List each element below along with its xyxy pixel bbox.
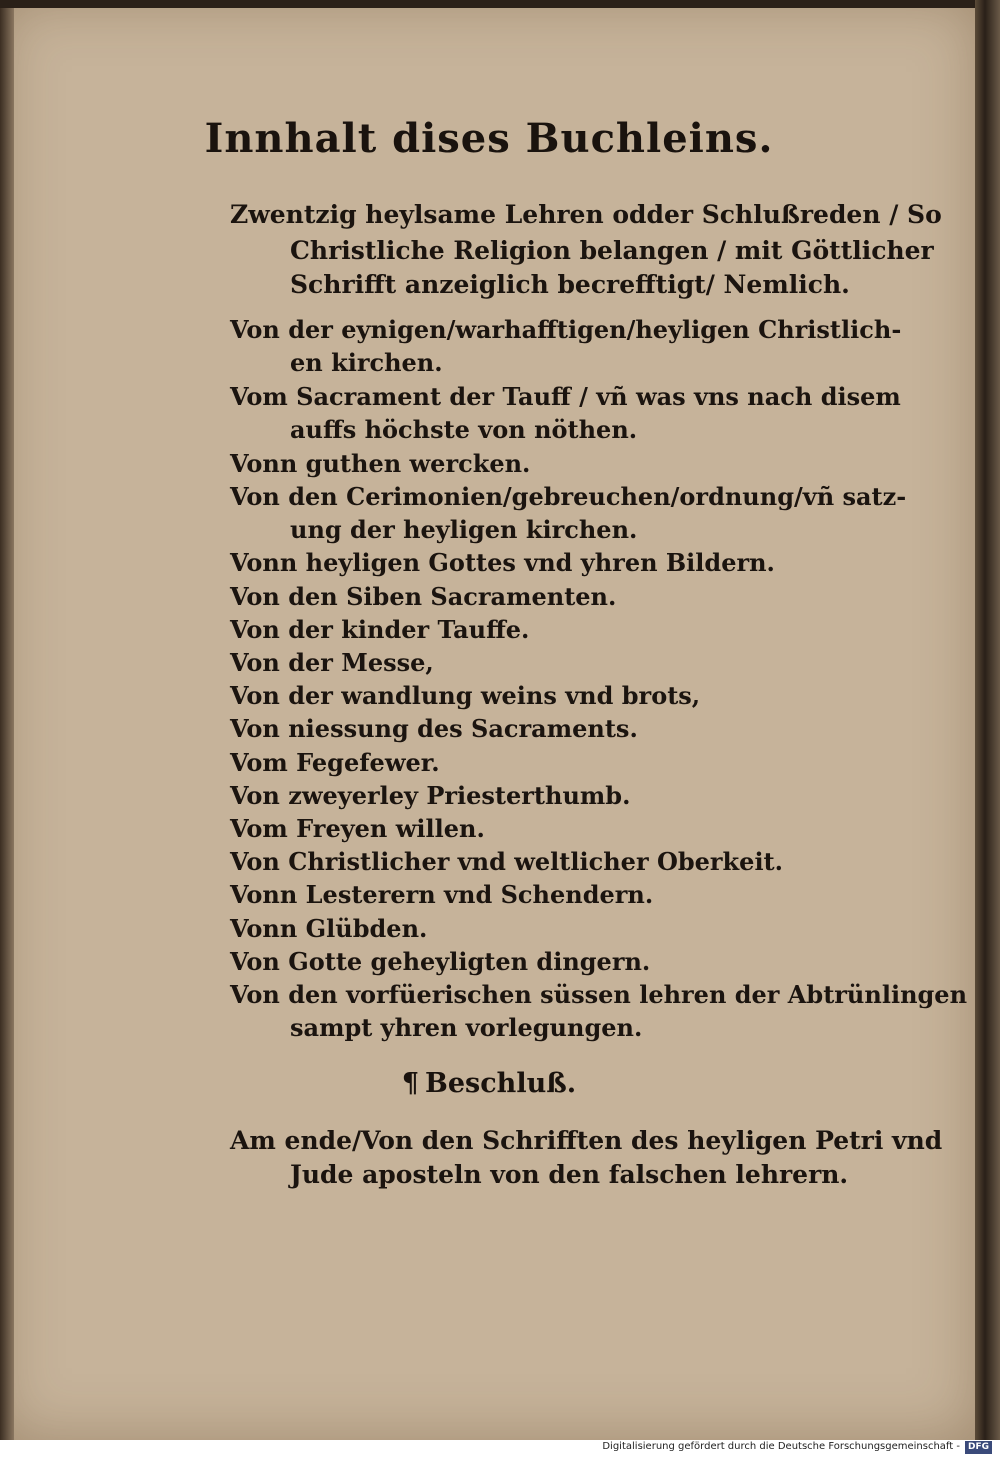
- list-item: sampt yhren vorlegungen.: [290, 1013, 643, 1042]
- list-item: Vom Sacrament der Tauff / vñ was vns nach disem: [230, 382, 901, 411]
- page-title: Innhalt dises Buchleins.: [204, 115, 774, 162]
- list-item: Von den vorfüerischen süssen lehren der Abtrünlingen: [230, 980, 968, 1009]
- list-item: Von den Siben Sacramenten.: [230, 582, 617, 611]
- list-item: Von Christlicher vnd weltlicher Oberkeit.: [230, 847, 783, 876]
- list-item: Von den Cerimonien/gebreuchen/ordnung/vñ satz-: [230, 482, 907, 511]
- list-item: Von niessung des Sacraments.: [230, 714, 638, 743]
- list-item: Vom Freyen willen.: [230, 814, 485, 843]
- list-item: Vonn heyligen Gottes vnd yhren Bildern.: [230, 548, 775, 577]
- list-item: Von zweyerley Priesterthumb.: [230, 781, 631, 810]
- list-item: Vonn guthen wercken.: [230, 449, 531, 478]
- closing-heading: [0, 1068, 978, 1099]
- closing-title: Beschluß.: [425, 1068, 577, 1099]
- list-item: Von der eynigen/warhafftigen/heyligen Christlich-: [230, 315, 902, 344]
- list-item: Von der kinder Tauffe.: [230, 615, 530, 644]
- footer-credit: Digitalisierung gefördert durch die Deutsche Forschungsgemeinschaft -: [602, 1441, 960, 1452]
- intro-line: Schrifft anzeiglich becrefftigt/ Nemlich.: [290, 270, 850, 299]
- list-item: Vom Fegefewer.: [230, 748, 440, 777]
- list-item: ung der heyligen kirchen.: [290, 515, 638, 544]
- page-edge-shadow: [0, 0, 14, 1440]
- closing-line: Jude aposteln von den falschen lehrern.: [290, 1160, 849, 1189]
- intro-line: Christliche Religion belangen / mit Göttlicher: [290, 236, 934, 265]
- list-item: Vonn Lesterern vnd Schendern.: [230, 880, 654, 909]
- intro-line: Zwentzig heylsame Lehren odder Schlußreden / So: [230, 200, 942, 229]
- closing-line: Am ende/Von den Schrifften des heyligen Petri vnd: [230, 1126, 943, 1155]
- list-item: Von der Messe,: [230, 648, 434, 677]
- list-item: auffs höchste von nöthen.: [290, 415, 638, 444]
- list-item: en kirchen.: [290, 348, 443, 377]
- list-item: Von Gotte geheyligten dingern.: [230, 947, 651, 976]
- list-item: Von der wandlung weins vnd brots,: [230, 681, 701, 710]
- list-item: Vonn Glübden.: [230, 914, 428, 943]
- dfg-logo: DFG: [965, 1441, 992, 1454]
- pilcrow-mark: ¶: [401, 1068, 420, 1099]
- book-binding-edge: [975, 0, 1000, 1440]
- scan-top-edge: [0, 0, 1000, 8]
